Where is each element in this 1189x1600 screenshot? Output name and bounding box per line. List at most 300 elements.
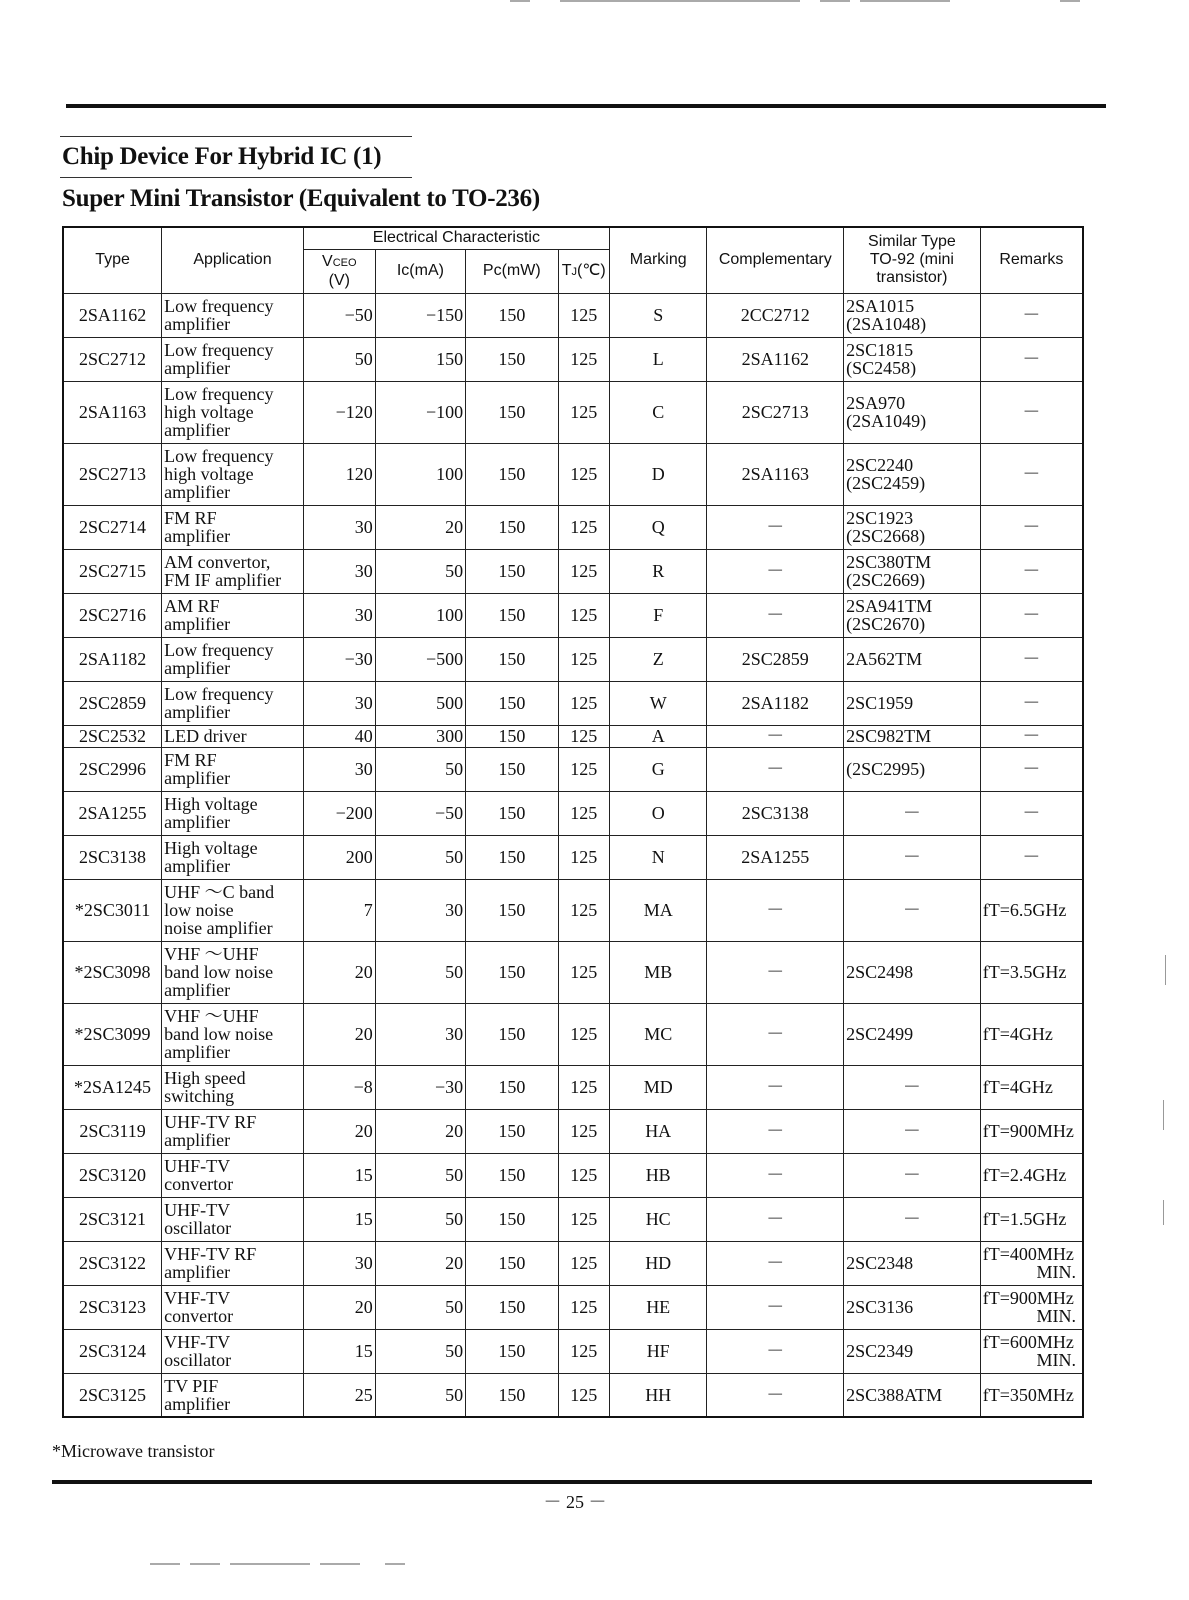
cell-application bbox=[162, 1109, 304, 1153]
application-line: FM IF amplifier bbox=[164, 570, 282, 590]
cell-pc: 150 bbox=[466, 681, 558, 725]
cell-vceo: −30 bbox=[303, 637, 375, 681]
cell-tj: 125 bbox=[558, 725, 609, 747]
cell-ic: 20 bbox=[375, 1109, 465, 1153]
cell-ic: 50 bbox=[375, 835, 465, 879]
header-tj-unit: (℃) bbox=[577, 261, 606, 279]
cell-ic: 20 bbox=[375, 1241, 465, 1285]
cell-vceo: 20 bbox=[303, 1285, 375, 1329]
spec-table bbox=[62, 226, 1084, 1418]
cell-tj: 125 bbox=[558, 1285, 609, 1329]
similar-type-line: － bbox=[902, 847, 921, 867]
cell-remarks bbox=[980, 681, 1083, 725]
cell-application bbox=[162, 505, 304, 549]
cell-type: 2SC2859 bbox=[63, 681, 162, 725]
cell-marking: G bbox=[609, 747, 707, 791]
remarks-value: fT=2.4GHz bbox=[982, 1165, 1067, 1185]
cell-ic: 50 bbox=[375, 1329, 465, 1373]
remarks-value: － bbox=[1022, 649, 1041, 669]
cell-type: 2SC2716 bbox=[63, 593, 162, 637]
cell-pc: 150 bbox=[466, 505, 558, 549]
cell-application bbox=[162, 1197, 304, 1241]
cell-tj: 125 bbox=[558, 1065, 609, 1109]
header-application: Application bbox=[162, 227, 304, 293]
remarks-value: － bbox=[1022, 402, 1041, 422]
remarks-value: fT=4GHz bbox=[982, 1024, 1053, 1044]
similar-type-line: 2SC1959 bbox=[846, 693, 914, 713]
cell-type: 2SC3125 bbox=[63, 1373, 162, 1417]
similar-type-line: － bbox=[902, 803, 921, 823]
cell-tj: 125 bbox=[558, 791, 609, 835]
cell-similar-type bbox=[844, 593, 981, 637]
cell-pc: 150 bbox=[466, 1003, 558, 1065]
cell-ic: 50 bbox=[375, 1153, 465, 1197]
cell-application bbox=[162, 879, 304, 941]
cell-pc: 150 bbox=[466, 1373, 558, 1417]
cell-remarks bbox=[980, 637, 1083, 681]
table-row bbox=[63, 1373, 1083, 1417]
cell-complementary: － bbox=[707, 1373, 844, 1417]
application-line: AM RF bbox=[164, 596, 220, 616]
application-line: convertor bbox=[164, 1306, 234, 1326]
cell-marking: HH bbox=[609, 1373, 707, 1417]
cell-similar-type bbox=[844, 879, 981, 941]
application-line: high voltage bbox=[164, 402, 254, 422]
cell-vceo: 20 bbox=[303, 1109, 375, 1153]
remarks-value: fT=400MHz bbox=[982, 1244, 1074, 1264]
cell-similar-type bbox=[844, 681, 981, 725]
remarks-value: － bbox=[1022, 693, 1041, 713]
application-line: TV PIF bbox=[164, 1375, 219, 1396]
header-complementary: Complementary bbox=[707, 227, 844, 293]
cell-complementary: 2SA1163 bbox=[707, 443, 844, 505]
table-row bbox=[63, 293, 1083, 337]
cell-ic: 50 bbox=[375, 1373, 465, 1417]
header-similar-type bbox=[844, 227, 981, 293]
similar-type-line: － bbox=[902, 900, 921, 920]
table-row bbox=[63, 835, 1083, 879]
cell-remarks bbox=[980, 381, 1083, 443]
similar-type-line: － bbox=[902, 1077, 921, 1097]
scan-artifact bbox=[860, 0, 950, 2]
table-row bbox=[63, 593, 1083, 637]
cell-ic: 50 bbox=[375, 1197, 465, 1241]
application-line: FM RF bbox=[164, 508, 217, 528]
cell-similar-type bbox=[844, 293, 981, 337]
table-row bbox=[63, 791, 1083, 835]
cell-type: 2SA1182 bbox=[63, 637, 162, 681]
cell-remarks bbox=[980, 879, 1083, 941]
cell-type: 2SC2996 bbox=[63, 747, 162, 791]
similar-type-line: (2SC2995) bbox=[846, 759, 926, 779]
cell-ic: −50 bbox=[375, 791, 465, 835]
cell-tj: 125 bbox=[558, 637, 609, 681]
cell-pc: 150 bbox=[466, 747, 558, 791]
remarks-value: fT=4GHz bbox=[982, 1077, 1053, 1097]
similar-type-line: (SC2458) bbox=[846, 358, 917, 378]
application-line: switching bbox=[164, 1086, 235, 1106]
remarks-suffix: MIN. bbox=[1036, 1262, 1076, 1282]
application-line: amplifier bbox=[164, 702, 231, 722]
application-line: High voltage bbox=[164, 838, 258, 858]
cell-ic: 300 bbox=[375, 725, 465, 747]
table-row bbox=[63, 1241, 1083, 1285]
cell-tj: 125 bbox=[558, 593, 609, 637]
cell-vceo: 20 bbox=[303, 1003, 375, 1065]
cell-vceo: −120 bbox=[303, 381, 375, 443]
remarks-value: － bbox=[1022, 305, 1041, 325]
remarks-value: fT=600MHz bbox=[982, 1332, 1074, 1352]
header-similar-line: TO-92 (mini bbox=[869, 251, 954, 269]
application-line: VHF-TV bbox=[164, 1332, 231, 1352]
cell-application bbox=[162, 681, 304, 725]
scan-artifact bbox=[320, 1563, 360, 1565]
cell-pc: 150 bbox=[466, 1153, 558, 1197]
cell-marking: HE bbox=[609, 1285, 707, 1329]
cell-marking: W bbox=[609, 681, 707, 725]
remarks-value: － bbox=[1022, 517, 1041, 537]
application-line: High speed bbox=[164, 1068, 246, 1088]
cell-vceo: 40 bbox=[303, 725, 375, 747]
cell-remarks bbox=[980, 1329, 1083, 1373]
cell-complementary: － bbox=[707, 1285, 844, 1329]
similar-type-line: 2SC982TM bbox=[846, 726, 932, 746]
table-row bbox=[63, 1285, 1083, 1329]
cell-vceo: 50 bbox=[303, 337, 375, 381]
cell-pc: 150 bbox=[466, 1109, 558, 1153]
cell-ic: 50 bbox=[375, 747, 465, 791]
scan-artifact bbox=[1165, 955, 1166, 985]
scan-artifact bbox=[385, 1563, 405, 1565]
remarks-value: － bbox=[1022, 847, 1041, 867]
cell-application bbox=[162, 1153, 304, 1197]
remarks-value: fT=350MHz bbox=[982, 1384, 1074, 1405]
cell-similar-type bbox=[844, 443, 981, 505]
application-line: amplifier bbox=[164, 856, 231, 876]
application-line: Low frequency bbox=[164, 446, 274, 466]
header-vceo-unit: (V) bbox=[328, 271, 350, 289]
remarks-value: fT=900MHz bbox=[982, 1288, 1074, 1308]
cell-complementary: － bbox=[707, 1329, 844, 1373]
cell-remarks bbox=[980, 443, 1083, 505]
cell-application bbox=[162, 549, 304, 593]
application-line: band low noise bbox=[164, 962, 274, 982]
similar-type-line: 2SC2499 bbox=[846, 1024, 914, 1044]
similar-type-line: 2SC1815 bbox=[846, 340, 914, 360]
cell-similar-type bbox=[844, 791, 981, 835]
cell-pc: 150 bbox=[466, 1329, 558, 1373]
cell-vceo: −50 bbox=[303, 293, 375, 337]
spec-table-body bbox=[63, 293, 1083, 1417]
cell-marking: HB bbox=[609, 1153, 707, 1197]
header-remarks: Remarks bbox=[980, 227, 1083, 293]
cell-application bbox=[162, 747, 304, 791]
application-line: LED driver bbox=[164, 726, 247, 746]
cell-marking: D bbox=[609, 443, 707, 505]
page-subtitle: Super Mini Transistor (Equivalent to TO-236) bbox=[62, 185, 540, 212]
cell-application bbox=[162, 1241, 304, 1285]
cell-similar-type bbox=[844, 835, 981, 879]
cell-pc: 150 bbox=[466, 593, 558, 637]
cell-application bbox=[162, 381, 304, 443]
cell-marking: HC bbox=[609, 1197, 707, 1241]
cell-application bbox=[162, 293, 304, 337]
cell-pc: 150 bbox=[466, 879, 558, 941]
cell-marking: MC bbox=[609, 1003, 707, 1065]
cell-tj: 125 bbox=[558, 747, 609, 791]
cell-marking: S bbox=[609, 293, 707, 337]
remarks-value: － bbox=[1022, 349, 1041, 369]
remarks-value: fT=3.5GHz bbox=[982, 962, 1067, 982]
cell-tj: 125 bbox=[558, 1329, 609, 1373]
cell-remarks bbox=[980, 791, 1083, 835]
cell-tj: 125 bbox=[558, 337, 609, 381]
cell-ic: 30 bbox=[375, 1003, 465, 1065]
cell-similar-type bbox=[844, 1373, 981, 1417]
similar-type-line: － bbox=[902, 1209, 921, 1229]
table-row bbox=[63, 1065, 1083, 1109]
cell-pc: 150 bbox=[466, 941, 558, 1003]
cell-ic: 30 bbox=[375, 879, 465, 941]
header-tj bbox=[558, 249, 609, 293]
cell-complementary: － bbox=[707, 941, 844, 1003]
cell-complementary: － bbox=[707, 593, 844, 637]
application-line: Low frequency bbox=[164, 384, 274, 404]
application-line: VHF-TV bbox=[164, 1288, 231, 1308]
cell-remarks bbox=[980, 725, 1083, 747]
cell-complementary: 2SA1182 bbox=[707, 681, 844, 725]
cell-type: 2SC3138 bbox=[63, 835, 162, 879]
cell-vceo: 25 bbox=[303, 1373, 375, 1417]
scan-artifact bbox=[1163, 1200, 1164, 1225]
header-type: Type bbox=[63, 227, 162, 293]
cell-vceo: −200 bbox=[303, 791, 375, 835]
cell-application bbox=[162, 835, 304, 879]
cell-similar-type bbox=[844, 1241, 981, 1285]
similar-type-line: (2SC2670) bbox=[846, 614, 926, 634]
application-line: noise amplifier bbox=[164, 918, 273, 938]
cell-type: 2SC2713 bbox=[63, 443, 162, 505]
cell-similar-type bbox=[844, 1109, 981, 1153]
cell-vceo: 120 bbox=[303, 443, 375, 505]
bottom-rule bbox=[52, 1480, 1092, 1484]
cell-tj: 125 bbox=[558, 1003, 609, 1065]
cell-remarks bbox=[980, 337, 1083, 381]
cell-application bbox=[162, 593, 304, 637]
header-electrical: Electrical Characteristic bbox=[303, 227, 609, 249]
cell-ic: −100 bbox=[375, 381, 465, 443]
scan-artifact bbox=[150, 1563, 180, 1565]
cell-remarks bbox=[980, 835, 1083, 879]
application-line: amplifier bbox=[164, 1393, 231, 1414]
cell-remarks bbox=[980, 1003, 1083, 1065]
cell-application bbox=[162, 1329, 304, 1373]
cell-complementary: 2SC2713 bbox=[707, 381, 844, 443]
application-line: FM RF bbox=[164, 750, 217, 770]
cell-complementary: 2CC2712 bbox=[707, 293, 844, 337]
cell-complementary: 2SA1255 bbox=[707, 835, 844, 879]
cell-ic: −150 bbox=[375, 293, 465, 337]
table-row bbox=[63, 1197, 1083, 1241]
cell-complementary: － bbox=[707, 1003, 844, 1065]
table-row bbox=[63, 681, 1083, 725]
similar-type-line: 2SC2349 bbox=[846, 1341, 914, 1361]
cell-type: *2SC3099 bbox=[63, 1003, 162, 1065]
table-row bbox=[63, 1109, 1083, 1153]
cell-marking: HD bbox=[609, 1241, 707, 1285]
application-line: UHF ～C band bbox=[164, 882, 275, 902]
similar-type-line: 2SC2240 bbox=[846, 455, 914, 475]
application-line: UHF-TV bbox=[164, 1200, 231, 1220]
remarks-value: fT=900MHz bbox=[982, 1121, 1074, 1141]
table-row bbox=[63, 1003, 1083, 1065]
application-line: band low noise bbox=[164, 1024, 274, 1044]
table-row bbox=[63, 725, 1083, 747]
similar-type-line: 2SC2348 bbox=[846, 1253, 914, 1273]
cell-similar-type bbox=[844, 747, 981, 791]
cell-type: 2SC3123 bbox=[63, 1285, 162, 1329]
cell-ic: −500 bbox=[375, 637, 465, 681]
cell-application bbox=[162, 1065, 304, 1109]
cell-pc: 150 bbox=[466, 791, 558, 835]
cell-marking: A bbox=[609, 725, 707, 747]
header-vceo-subscript: CEO bbox=[332, 256, 357, 269]
cell-similar-type bbox=[844, 1153, 981, 1197]
cell-complementary: － bbox=[707, 1241, 844, 1285]
cell-marking: Z bbox=[609, 637, 707, 681]
cell-complementary: 2SA1162 bbox=[707, 337, 844, 381]
similar-type-line: 2SC2498 bbox=[846, 962, 914, 982]
application-line: amplifier bbox=[164, 980, 231, 1000]
application-line: oscillator bbox=[164, 1218, 232, 1238]
similar-type-line: (2SA1048) bbox=[846, 314, 927, 334]
cell-pc: 150 bbox=[466, 337, 558, 381]
cell-remarks bbox=[980, 1373, 1083, 1417]
page-title: Chip Device For Hybrid IC (1) bbox=[62, 143, 382, 170]
similar-type-line: (2SC2669) bbox=[846, 570, 926, 590]
scan-artifact bbox=[230, 1563, 310, 1565]
cell-similar-type bbox=[844, 941, 981, 1003]
cell-application bbox=[162, 791, 304, 835]
similar-type-line: 2SA1015 bbox=[846, 296, 915, 316]
application-line: VHF-TV RF bbox=[164, 1244, 257, 1264]
header-similar-line: transistor) bbox=[876, 269, 948, 287]
cell-remarks bbox=[980, 1285, 1083, 1329]
cell-ic: 20 bbox=[375, 505, 465, 549]
table-row bbox=[63, 549, 1083, 593]
cell-application bbox=[162, 337, 304, 381]
application-line: amplifier bbox=[164, 482, 231, 502]
cell-vceo: 30 bbox=[303, 747, 375, 791]
application-line: amplifier bbox=[164, 358, 231, 378]
application-line: UHF-TV bbox=[164, 1156, 231, 1176]
table-row bbox=[63, 505, 1083, 549]
top-rule bbox=[66, 104, 1106, 108]
remarks-value: fT=6.5GHz bbox=[982, 900, 1067, 920]
cell-ic: 50 bbox=[375, 549, 465, 593]
similar-type-line: (2SC2459) bbox=[846, 473, 926, 493]
cell-complementary: － bbox=[707, 1153, 844, 1197]
cell-marking: MA bbox=[609, 879, 707, 941]
application-line: amplifier bbox=[164, 768, 231, 788]
cell-application bbox=[162, 637, 304, 681]
application-line: AM convertor, bbox=[164, 552, 271, 572]
cell-type: 2SC3124 bbox=[63, 1329, 162, 1373]
scan-artifact bbox=[820, 0, 850, 2]
cell-remarks bbox=[980, 549, 1083, 593]
cell-application bbox=[162, 1285, 304, 1329]
application-line: amplifier bbox=[164, 1262, 231, 1282]
application-line: Low frequency bbox=[164, 684, 274, 704]
similar-type-line: (2SC2668) bbox=[846, 526, 926, 546]
cell-ic: −30 bbox=[375, 1065, 465, 1109]
scan-artifact bbox=[190, 1563, 220, 1565]
cell-application bbox=[162, 1373, 304, 1417]
cell-remarks bbox=[980, 941, 1083, 1003]
cell-pc: 150 bbox=[466, 293, 558, 337]
cell-remarks bbox=[980, 505, 1083, 549]
cell-similar-type bbox=[844, 1329, 981, 1373]
cell-type: *2SC3011 bbox=[63, 879, 162, 941]
similar-type-line: － bbox=[902, 1121, 921, 1141]
similar-type-line: － bbox=[902, 1165, 921, 1185]
cell-tj: 125 bbox=[558, 1109, 609, 1153]
similar-type-line: 2SC380TM bbox=[846, 552, 932, 572]
cell-type: 2SC2532 bbox=[63, 725, 162, 747]
header-marking: Marking bbox=[609, 227, 707, 293]
cell-remarks bbox=[980, 1153, 1083, 1197]
cell-complementary: － bbox=[707, 1109, 844, 1153]
cell-tj: 125 bbox=[558, 1153, 609, 1197]
cell-similar-type bbox=[844, 337, 981, 381]
cell-complementary: － bbox=[707, 879, 844, 941]
application-line: Low frequency bbox=[164, 296, 274, 316]
similar-type-line: 2SC1923 bbox=[846, 508, 914, 528]
cell-similar-type bbox=[844, 1197, 981, 1241]
cell-vceo: 15 bbox=[303, 1153, 375, 1197]
cell-ic: 100 bbox=[375, 593, 465, 637]
footnote: *Microwave transistor bbox=[52, 1441, 215, 1461]
cell-vceo: 15 bbox=[303, 1197, 375, 1241]
cell-vceo: −8 bbox=[303, 1065, 375, 1109]
cell-vceo: 20 bbox=[303, 941, 375, 1003]
scan-artifact bbox=[560, 0, 800, 2]
application-line: high voltage bbox=[164, 464, 254, 484]
cell-marking: L bbox=[609, 337, 707, 381]
application-line: amplifier bbox=[164, 1042, 231, 1062]
cell-remarks bbox=[980, 593, 1083, 637]
cell-tj: 125 bbox=[558, 381, 609, 443]
application-line: VHF ～UHF bbox=[164, 944, 259, 964]
table-row bbox=[63, 637, 1083, 681]
application-line: oscillator bbox=[164, 1350, 232, 1370]
remarks-value: － bbox=[1022, 803, 1041, 823]
cell-complementary: － bbox=[707, 505, 844, 549]
cell-marking: HF bbox=[609, 1329, 707, 1373]
application-line: amplifier bbox=[164, 658, 231, 678]
cell-marking: R bbox=[609, 549, 707, 593]
application-line: amplifier bbox=[164, 1130, 231, 1150]
cell-remarks bbox=[980, 1109, 1083, 1153]
cell-vceo: 30 bbox=[303, 549, 375, 593]
cell-ic: 150 bbox=[375, 337, 465, 381]
cell-pc: 150 bbox=[466, 725, 558, 747]
application-line: convertor bbox=[164, 1174, 234, 1194]
remarks-value: － bbox=[1022, 561, 1041, 581]
cell-type: 2SC2712 bbox=[63, 337, 162, 381]
cell-marking: C bbox=[609, 381, 707, 443]
cell-marking: F bbox=[609, 593, 707, 637]
